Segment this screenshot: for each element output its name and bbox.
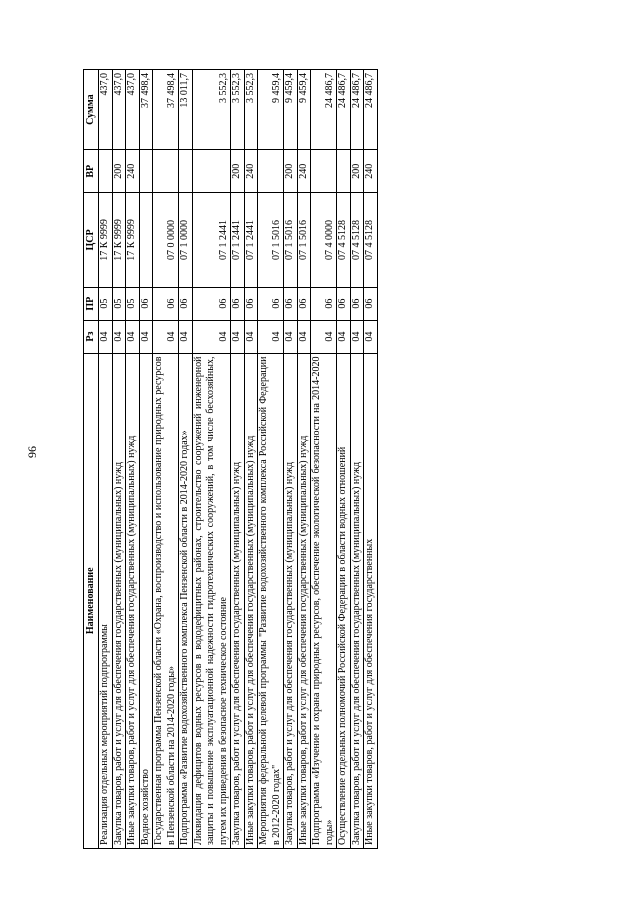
row-name: Государственная программа Пензенской области «Охрана, воспроизводство и использование природных ресурсов в Пензенской области на 2014-2020 годы» — [153, 353, 179, 848]
row-csr: 07 0 0000 — [153, 193, 179, 288]
row-csr: 07 1 5016 — [297, 193, 311, 288]
row-vr: 240 — [244, 150, 258, 193]
row-pr: 06 — [297, 287, 311, 320]
row-csr — [139, 193, 153, 288]
row-vr: 200 — [112, 150, 126, 193]
row-csr: 17 К 9999 — [112, 193, 126, 288]
row-sum: 437,0 — [112, 70, 126, 150]
row-rz: 04 — [153, 320, 179, 353]
row-name: Иные закупки товаров, работ и услуг для обеспечения государственных (муниципальных) нужд — [297, 353, 311, 848]
table-row — [112, 70, 126, 849]
row-rz: 04 — [231, 320, 245, 353]
row-rz: 04 — [99, 320, 113, 353]
row-sum: 3 552,3 — [192, 70, 231, 150]
header-vr: ВР — [84, 150, 99, 193]
row-csr: 07 1 2441 — [244, 193, 258, 288]
table-row — [231, 70, 245, 849]
row-pr: 06 — [192, 287, 231, 320]
row-pr: 06 — [258, 287, 284, 320]
row-name: Подпрограмма «Изучение и охрана природных ресурсов, обеспечение экологической безопасности на 2014-2020 годы» — [311, 353, 337, 848]
row-name: Иные закупки товаров, работ и услуг для обеспечения государственных (муниципальных) нужд — [244, 353, 258, 848]
row-pr: 06 — [153, 287, 179, 320]
row-pr: 06 — [139, 287, 153, 320]
row-name: Водное хозяйство — [139, 353, 153, 848]
row-csr: 07 4 5128 — [350, 193, 364, 288]
row-sum: 37 498,4 — [153, 70, 179, 150]
row-sum: 9 459,4 — [258, 70, 284, 150]
row-csr: 07 1 5016 — [284, 193, 298, 288]
table-row — [126, 70, 140, 849]
row-pr: 06 — [364, 287, 378, 320]
row-sum: 24 486,7 — [364, 70, 378, 150]
row-sum: 37 498,4 — [139, 70, 153, 150]
row-csr: 07 1 5016 — [258, 193, 284, 288]
row-vr — [258, 150, 284, 193]
row-pr: 05 — [99, 287, 113, 320]
row-pr: 05 — [112, 287, 126, 320]
row-vr: 200 — [350, 150, 364, 193]
table-body — [99, 70, 378, 849]
row-pr: 06 — [311, 287, 337, 320]
header-name: Наименование — [84, 353, 99, 848]
row-csr: 17 К 9999 — [126, 193, 140, 288]
row-pr: 05 — [126, 287, 140, 320]
row-vr — [337, 150, 351, 193]
row-csr: 07 4 5128 — [337, 193, 351, 288]
row-name: Ликвидация дефицитов водных ресурсов в вододефицитных районах, строительство сооружений инженерной защиты и повышение эксплуатационной надежности гидротехнических сооружений, в том числе бесхозяйных, путем их приведения в безопасное техническое состояние — [192, 353, 231, 848]
table-row — [337, 70, 351, 849]
row-name: Реализация отдельных мероприятий подпрограммы — [99, 353, 113, 848]
row-vr: 200 — [284, 150, 298, 193]
row-rz: 04 — [297, 320, 311, 353]
row-rz: 04 — [311, 320, 337, 353]
table-row — [297, 70, 311, 849]
row-rz: 04 — [350, 320, 364, 353]
row-rz: 04 — [284, 320, 298, 353]
row-pr: 06 — [244, 287, 258, 320]
row-rz: 04 — [139, 320, 153, 353]
row-vr — [99, 150, 113, 193]
row-rz: 04 — [192, 320, 231, 353]
header-pr: ПР — [84, 287, 99, 320]
row-csr: 17 К 9999 — [99, 193, 113, 288]
row-sum: 3 552,3 — [231, 70, 245, 150]
row-pr: 06 — [231, 287, 245, 320]
row-sum: 9 459,4 — [297, 70, 311, 150]
row-sum: 13 011,7 — [179, 70, 193, 150]
table-header-row — [84, 70, 99, 849]
table-row — [284, 70, 298, 849]
row-vr — [153, 150, 179, 193]
row-pr: 06 — [337, 287, 351, 320]
row-sum: 9 459,4 — [284, 70, 298, 150]
table-row — [350, 70, 364, 849]
row-csr: 07 4 0000 — [311, 193, 337, 288]
budget-table — [83, 69, 378, 849]
row-name: Осуществление отдельных полномочий Российской Федерации в области водных отношений — [337, 353, 351, 848]
table-row — [258, 70, 284, 849]
row-rz: 04 — [258, 320, 284, 353]
row-name: Подпрограмма «Развитие водохозяйственного комплекса Пензенской области в 2014-2020 годах» — [179, 353, 193, 848]
table-row — [364, 70, 378, 849]
rotated-page-content — [83, 69, 559, 849]
row-vr: 240 — [126, 150, 140, 193]
header-sum: Сумма — [84, 70, 99, 150]
row-sum: 24 486,7 — [337, 70, 351, 150]
row-sum: 437,0 — [126, 70, 140, 150]
row-csr: 07 1 2441 — [192, 193, 231, 288]
row-csr: 07 1 0000 — [179, 193, 193, 288]
table-row — [192, 70, 231, 849]
row-rz: 04 — [337, 320, 351, 353]
header-rz: Рз — [84, 320, 99, 353]
row-rz: 04 — [364, 320, 378, 353]
row-name: Закупка товаров, работ и услуг для обеспечения государственных (муниципальных) нужд — [231, 353, 245, 848]
row-pr: 06 — [179, 287, 193, 320]
row-name: Закупка товаров, работ и услуг для обеспечения государственных (муниципальных) нужд — [112, 353, 126, 848]
row-rz: 04 — [179, 320, 193, 353]
header-csr: ЦСР — [84, 193, 99, 288]
row-name: Мероприятия федеральной целевой программы "Развитие водохозяйственного комплекса Российской Федерации в 2012-2020 годах" — [258, 353, 284, 848]
row-pr: 06 — [284, 287, 298, 320]
row-rz: 04 — [112, 320, 126, 353]
table-row — [244, 70, 258, 849]
row-sum: 437,0 — [99, 70, 113, 150]
page-number: 96 — [25, 446, 39, 458]
row-vr: 240 — [297, 150, 311, 193]
row-csr: 07 1 2441 — [231, 193, 245, 288]
row-vr — [192, 150, 231, 193]
row-rz: 04 — [126, 320, 140, 353]
row-rz: 04 — [244, 320, 258, 353]
row-vr: 240 — [364, 150, 378, 193]
row-vr — [179, 150, 193, 193]
row-vr: 200 — [231, 150, 245, 193]
table-row — [153, 70, 179, 849]
row-csr: 07 4 5128 — [364, 193, 378, 288]
row-sum: 24 486,7 — [311, 70, 337, 150]
table-row — [179, 70, 193, 849]
row-vr — [139, 150, 153, 193]
row-name: Закупка товаров, работ и услуг для обеспечения государственных (муниципальных) нужд — [284, 353, 298, 848]
row-name: Закупка товаров, работ и услуг для обеспечения государственных (муниципальных) нужд — [350, 353, 364, 848]
table-row — [311, 70, 337, 849]
row-sum: 3 552,3 — [244, 70, 258, 150]
row-sum: 24 486,7 — [350, 70, 364, 150]
row-name: Иные закупки товаров, работ и услуг для обеспечения государственных — [364, 353, 378, 848]
table-row — [99, 70, 113, 849]
row-name: Иные закупки товаров, работ и услуг для обеспечения государственных (муниципальных) нужд — [126, 353, 140, 848]
table-row — [139, 70, 153, 849]
row-vr — [311, 150, 337, 193]
row-pr: 06 — [350, 287, 364, 320]
